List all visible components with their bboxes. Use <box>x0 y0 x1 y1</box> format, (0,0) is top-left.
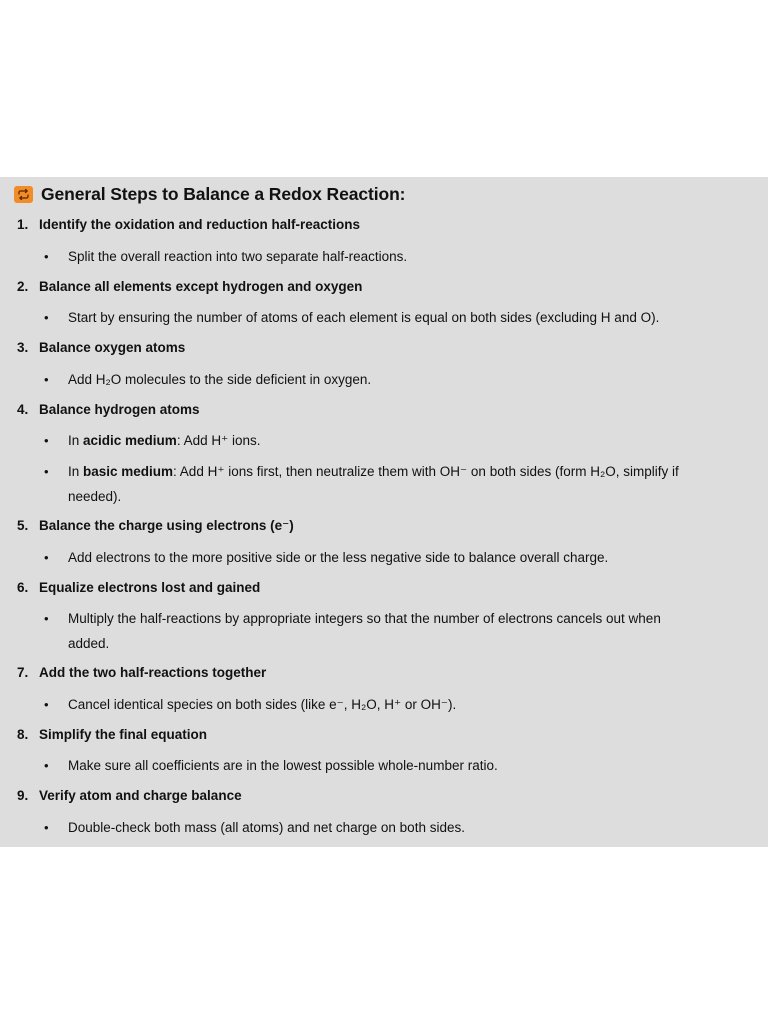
step-bullet <box>44 428 724 453</box>
step-title: Verify atom and charge balance <box>39 788 242 803</box>
step-number: 7. <box>17 665 29 680</box>
bullet-dot-icon: • <box>44 697 49 712</box>
step-title: Equalize electrons lost and gained <box>39 580 261 595</box>
step-number: 5. <box>17 518 29 533</box>
step-number: 3. <box>17 340 29 355</box>
bullet-dot-icon: • <box>44 820 49 835</box>
step-bullet <box>44 459 724 509</box>
bullet-text: Multiply the half-reactions by appropriate integers so that the number of electrons cancels out when added. <box>68 611 661 651</box>
bullet-text: In basic medium: Add H⁺ ions first, then neutralize them with OH⁻ on both sides (form H₂O, simplify if needed). <box>68 464 679 504</box>
bullet-text: Make sure all coefficients are in the lowest possible whole-number ratio. <box>68 758 498 773</box>
step-number: 2. <box>17 279 29 294</box>
bullet-text: Add electrons to the more positive side or the less negative side to balance overall charge. <box>68 550 609 565</box>
redox-steps-panel <box>0 177 768 847</box>
step-bullet <box>44 753 724 778</box>
step-heading <box>17 279 362 294</box>
bullet-dot-icon: • <box>44 550 49 565</box>
bullet-text: Double-check both mass (all atoms) and net charge on both sides. <box>68 820 465 835</box>
repeat-arrows-icon <box>14 186 33 203</box>
step-bullet <box>44 305 724 330</box>
step-title: Balance the charge using electrons (e⁻) <box>39 518 294 533</box>
step-number: 9. <box>17 788 29 803</box>
bullet-text: Split the overall reaction into two separate half-reactions. <box>68 249 408 264</box>
step-heading <box>17 340 185 355</box>
step-title: Balance hydrogen atoms <box>39 402 200 417</box>
step-bullet <box>44 367 724 392</box>
bullet-dot-icon: • <box>44 758 49 773</box>
step-title: Balance all elements except hydrogen and oxygen <box>39 279 363 294</box>
step-title: Balance oxygen atoms <box>39 340 186 355</box>
step-bullet <box>44 815 724 840</box>
step-heading <box>17 727 207 742</box>
bullet-text: Add H₂O molecules to the side deficient in oxygen. <box>68 372 372 387</box>
step-number: 8. <box>17 727 29 742</box>
step-heading <box>17 402 200 417</box>
bullet-text: Cancel identical species on both sides (like e⁻, H₂O, H⁺ or OH⁻). <box>68 697 457 712</box>
step-number: 6. <box>17 580 29 595</box>
step-heading <box>17 580 260 595</box>
emphasis-text: basic medium <box>83 464 174 479</box>
title-row <box>14 184 405 205</box>
bullet-text: Start by ensuring the number of atoms of each element is equal on both sides (excluding H and O). <box>68 310 660 325</box>
step-bullet <box>44 545 724 570</box>
step-heading <box>17 788 242 803</box>
step-number: 4. <box>17 402 29 417</box>
step-title: Identify the oxidation and reduction half-reactions <box>39 217 361 232</box>
bullet-dot-icon: • <box>44 433 49 448</box>
step-title: Simplify the final equation <box>39 727 208 742</box>
step-heading <box>17 217 360 232</box>
step-heading <box>17 518 294 534</box>
bullet-dot-icon: • <box>44 249 49 264</box>
bullet-dot-icon: • <box>44 372 49 387</box>
bullet-dot-icon: • <box>44 464 49 479</box>
emphasis-text: acidic medium <box>83 433 177 448</box>
step-bullet <box>44 692 724 717</box>
bullet-dot-icon: • <box>44 310 49 325</box>
step-heading <box>17 665 266 680</box>
page-title: General Steps to Balance a Redox Reaction: <box>41 184 406 204</box>
step-number: 1. <box>17 217 29 232</box>
step-bullet <box>44 606 684 656</box>
bullet-text: In acidic medium: Add H⁺ ions. <box>68 433 261 448</box>
bullet-dot-icon: • <box>44 611 49 626</box>
step-title: Add the two half-reactions together <box>39 665 267 680</box>
step-bullet <box>44 244 724 269</box>
